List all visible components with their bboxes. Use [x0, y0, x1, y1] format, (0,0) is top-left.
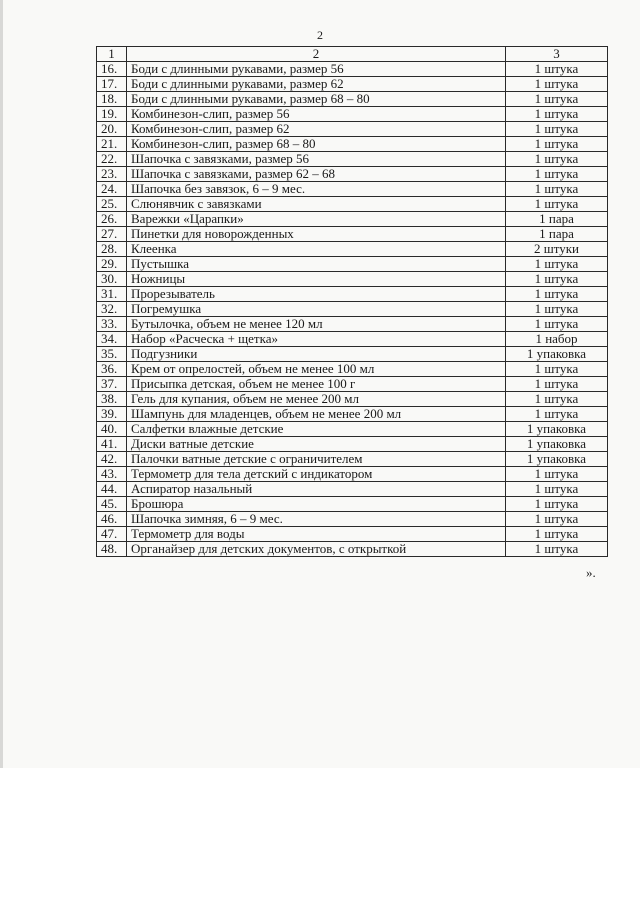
row-number: 20.: [97, 122, 127, 137]
row-quantity: 1 пара: [506, 227, 608, 242]
row-item-name: Боди с длинными рукавами, размер 62: [127, 77, 506, 92]
row-quantity: 1 штука: [506, 317, 608, 332]
row-quantity: 1 штука: [506, 527, 608, 542]
row-quantity: 1 штука: [506, 302, 608, 317]
row-item-name: Диски ватные детские: [127, 437, 506, 452]
row-item-name: Комбинезон-слип, размер 56: [127, 107, 506, 122]
row-quantity: 1 штука: [506, 167, 608, 182]
row-item-name: Пинетки для новорожденных: [127, 227, 506, 242]
row-number: 22.: [97, 152, 127, 167]
table-row: [97, 182, 608, 197]
table-row: [97, 212, 608, 227]
row-number: 21.: [97, 137, 127, 152]
table-row: [97, 497, 608, 512]
row-number: 27.: [97, 227, 127, 242]
table-row: [97, 77, 608, 92]
row-number: 35.: [97, 347, 127, 362]
row-number: 26.: [97, 212, 127, 227]
table-row: [97, 392, 608, 407]
row-item-name: Подгузники: [127, 347, 506, 362]
row-quantity: 1 штука: [506, 197, 608, 212]
row-item-name: Органайзер для детских документов, с открыткой: [127, 542, 506, 557]
row-number: 42.: [97, 452, 127, 467]
table-row: [97, 422, 608, 437]
table-row: [97, 257, 608, 272]
row-number: 19.: [97, 107, 127, 122]
row-number: 29.: [97, 257, 127, 272]
row-number: 18.: [97, 92, 127, 107]
items-table: [96, 46, 608, 557]
row-item-name: Крем от опрелостей, объем не менее 100 мл: [127, 362, 506, 377]
row-number: 25.: [97, 197, 127, 212]
row-item-name: Погремушка: [127, 302, 506, 317]
row-quantity: 1 штука: [506, 377, 608, 392]
row-item-name: Шапочка с завязками, размер 62 – 68: [127, 167, 506, 182]
row-item-name: Термометр для воды: [127, 527, 506, 542]
row-number: 28.: [97, 242, 127, 257]
row-number: 44.: [97, 482, 127, 497]
row-quantity: 2 штуки: [506, 242, 608, 257]
row-quantity: 1 штука: [506, 407, 608, 422]
row-quantity: 1 штука: [506, 362, 608, 377]
row-quantity: 1 штука: [506, 482, 608, 497]
page-number: 2: [317, 28, 323, 42]
row-item-name: Пустышка: [127, 257, 506, 272]
row-quantity: 1 штука: [506, 122, 608, 137]
table-row: [97, 452, 608, 467]
row-item-name: Салфетки влажные детские: [127, 422, 506, 437]
row-item-name: Боди с длинными рукавами, размер 68 – 80: [127, 92, 506, 107]
row-quantity: 1 упаковка: [506, 347, 608, 362]
row-number: 36.: [97, 362, 127, 377]
row-quantity: 1 штука: [506, 497, 608, 512]
row-quantity: 1 упаковка: [506, 452, 608, 467]
row-item-name: Гель для купания, объем не менее 200 мл: [127, 392, 506, 407]
row-quantity: 1 штука: [506, 287, 608, 302]
row-item-name: Палочки ватные детские с ограничителем: [127, 452, 506, 467]
row-quantity: 1 штука: [506, 257, 608, 272]
row-item-name: Слюнявчик с завязками: [127, 197, 506, 212]
table-row: [97, 512, 608, 527]
row-quantity: 1 пара: [506, 212, 608, 227]
table-row: [97, 437, 608, 452]
table-row: [97, 62, 608, 77]
row-item-name: Бутылочка, объем не менее 120 мл: [127, 317, 506, 332]
table-row: [97, 107, 608, 122]
row-number: 38.: [97, 392, 127, 407]
row-number: 46.: [97, 512, 127, 527]
row-item-name: Брошюра: [127, 497, 506, 512]
table-row: [97, 122, 608, 137]
row-number: 16.: [97, 62, 127, 77]
row-quantity: 1 штука: [506, 92, 608, 107]
table-row: [97, 527, 608, 542]
row-quantity: 1 штука: [506, 182, 608, 197]
row-item-name: Варежки «Царапки»: [127, 212, 506, 227]
row-item-name: Комбинезон-слип, размер 68 – 80: [127, 137, 506, 152]
table-row: [97, 407, 608, 422]
table-row: [97, 272, 608, 287]
table-row: [97, 92, 608, 107]
row-quantity: 1 штука: [506, 77, 608, 92]
row-quantity: 1 набор: [506, 332, 608, 347]
row-item-name: Шапочка с завязками, размер 56: [127, 152, 506, 167]
row-number: 41.: [97, 437, 127, 452]
table-header-row: [97, 47, 608, 62]
row-quantity: 1 штука: [506, 512, 608, 527]
table-row: [97, 332, 608, 347]
row-number: 32.: [97, 302, 127, 317]
row-quantity: 1 упаковка: [506, 422, 608, 437]
table-row: [97, 542, 608, 557]
row-item-name: Термометр для тела детский с индикатором: [127, 467, 506, 482]
row-item-name: Ножницы: [127, 272, 506, 287]
table-row: [97, 227, 608, 242]
row-item-name: Клеенка: [127, 242, 506, 257]
row-number: 39.: [97, 407, 127, 422]
row-number: 23.: [97, 167, 127, 182]
row-number: 24.: [97, 182, 127, 197]
table-row: [97, 467, 608, 482]
header-cell-number: 1: [97, 47, 127, 62]
row-number: 40.: [97, 422, 127, 437]
row-quantity: 1 штука: [506, 152, 608, 167]
row-item-name: Шапочка зимняя, 6 – 9 мес.: [127, 512, 506, 527]
row-quantity: 1 штука: [506, 542, 608, 557]
table-row: [97, 377, 608, 392]
row-number: 45.: [97, 497, 127, 512]
closing-quote: ».: [586, 565, 596, 580]
header-cell-item: 2: [127, 47, 506, 62]
row-item-name: Комбинезон-слип, размер 62: [127, 122, 506, 137]
table-row: [97, 347, 608, 362]
row-number: 37.: [97, 377, 127, 392]
table-row: [97, 242, 608, 257]
row-item-name: Присыпка детская, объем не менее 100 г: [127, 377, 506, 392]
table-row: [97, 167, 608, 182]
row-number: 30.: [97, 272, 127, 287]
row-quantity: 1 штука: [506, 272, 608, 287]
row-quantity: 1 штука: [506, 137, 608, 152]
table-row: [97, 287, 608, 302]
scan-edge: [0, 0, 3, 768]
row-number: 33.: [97, 317, 127, 332]
row-item-name: Боди с длинными рукавами, размер 56: [127, 62, 506, 77]
header-cell-quantity: 3: [506, 47, 608, 62]
row-quantity: 1 упаковка: [506, 437, 608, 452]
row-item-name: Набор «Расческа + щетка»: [127, 332, 506, 347]
row-number: 43.: [97, 467, 127, 482]
table-row: [97, 197, 608, 212]
row-quantity: 1 штука: [506, 107, 608, 122]
table-row: [97, 317, 608, 332]
table-row: [97, 362, 608, 377]
row-number: 31.: [97, 287, 127, 302]
row-item-name: Аспиратор назальный: [127, 482, 506, 497]
row-number: 48.: [97, 542, 127, 557]
row-quantity: 1 штука: [506, 62, 608, 77]
row-item-name: Прорезыватель: [127, 287, 506, 302]
row-number: 34.: [97, 332, 127, 347]
row-quantity: 1 штука: [506, 392, 608, 407]
row-item-name: Шампунь для младенцев, объем не менее 200 мл: [127, 407, 506, 422]
row-number: 17.: [97, 77, 127, 92]
row-quantity: 1 штука: [506, 467, 608, 482]
table-row: [97, 482, 608, 497]
row-number: 47.: [97, 527, 127, 542]
table-row: [97, 302, 608, 317]
table-row: [97, 152, 608, 167]
items-table-body: [97, 47, 608, 557]
table-row: [97, 137, 608, 152]
row-item-name: Шапочка без завязок, 6 – 9 мес.: [127, 182, 506, 197]
